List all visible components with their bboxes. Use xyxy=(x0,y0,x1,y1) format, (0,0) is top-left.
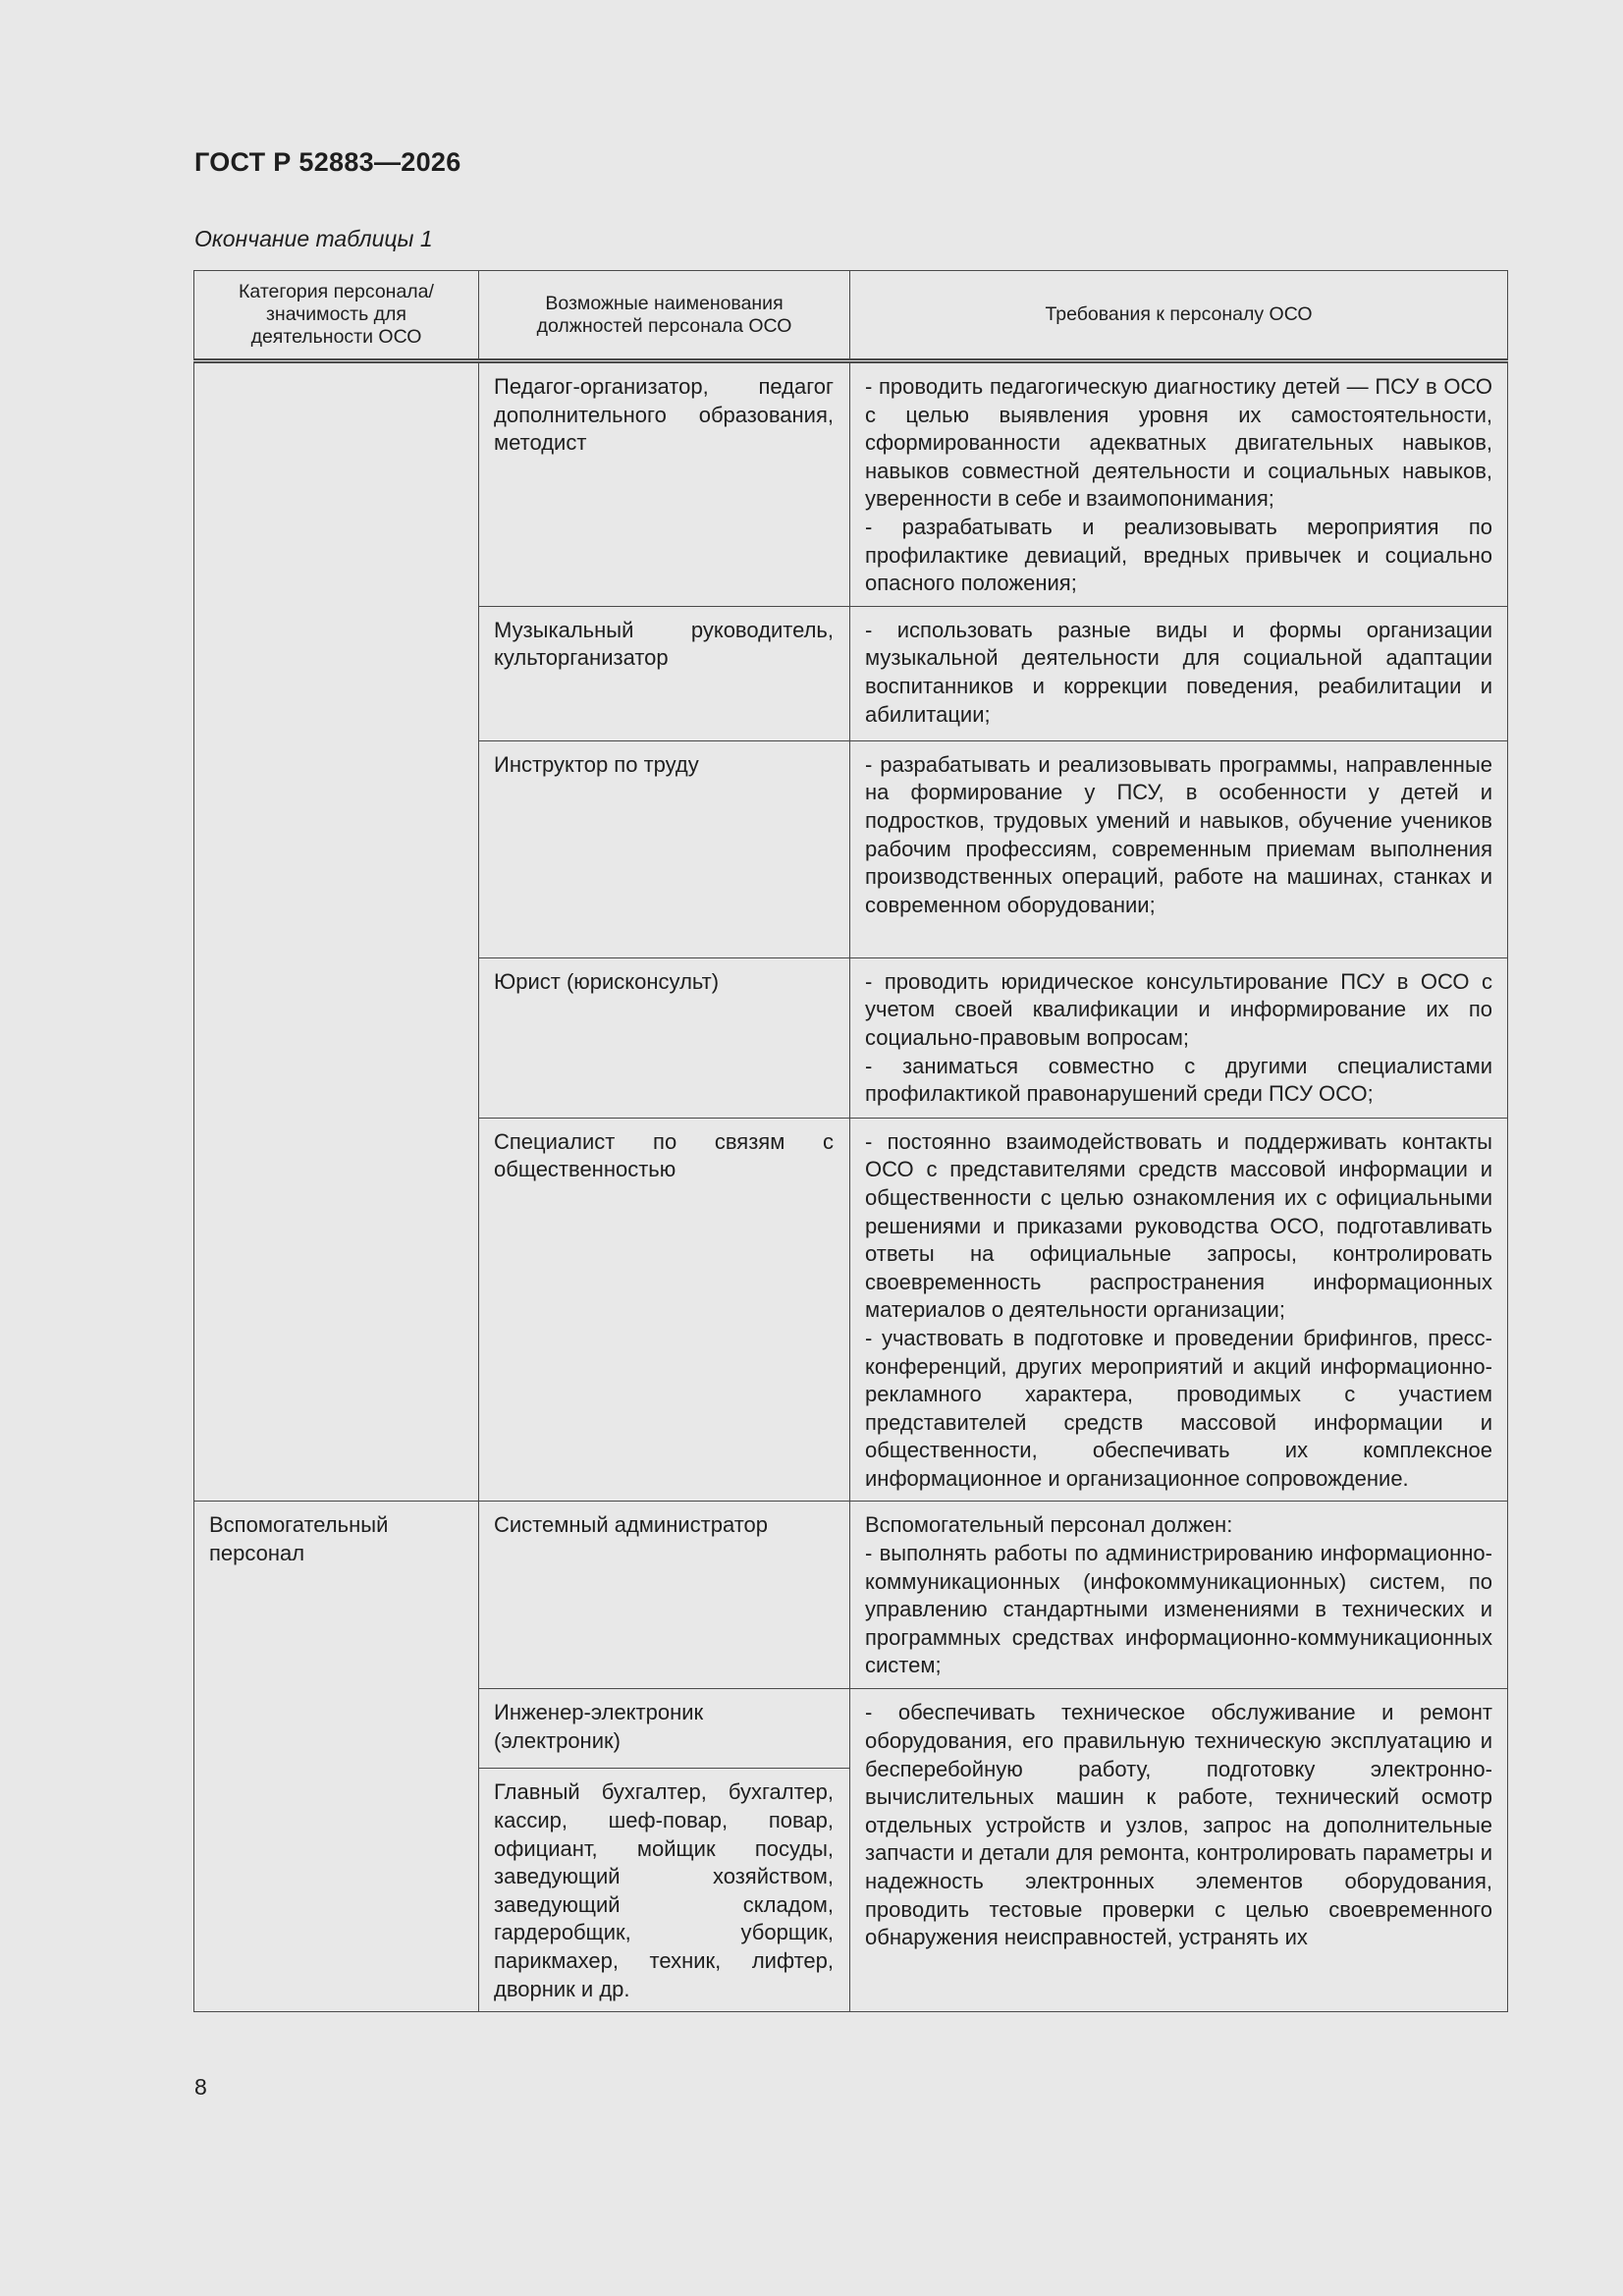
requirements-text: - проводить педагогическую диагностику детей — ПСУ в ОСО с целью выявления уровня их самостоятельности, сформированности адекватных двигательных навыков, навыков совместной деятельности и социальных навыков, уверенности в себе и взаимопонимания; - разрабатывать и реализовывать мероприятия по профилактике девиаций, вредных привычек и социально опасного положения; xyxy=(865,374,1492,596)
requirements-cell xyxy=(850,1118,1508,1502)
position-cell xyxy=(479,606,850,740)
requirements-cell xyxy=(850,1689,1508,2012)
column-header-category-text: Категория персонала/ значимость для деятельности ОСО xyxy=(239,281,434,348)
requirements-cell xyxy=(850,740,1508,957)
column-header-position-text: Возможные наименования должностей персонала ОСО xyxy=(536,292,792,337)
column-header-position xyxy=(479,271,850,361)
position-cell xyxy=(479,740,850,957)
position-text: Музыкальный руководитель, культорганизатор xyxy=(494,617,834,671)
table-caption: Окончание таблицы 1 xyxy=(194,226,433,251)
position-cell xyxy=(479,1502,850,1689)
position-text: Инженер-электроник (электроник) xyxy=(494,1700,704,1754)
position-text: Инструктор по труду xyxy=(494,751,699,777)
position-cell xyxy=(479,361,850,607)
category-cell-empty xyxy=(194,361,479,1502)
requirements-text: - использовать разные виды и формы организации музыкальной деятельности для социальной адаптации воспитанников и коррекции поведения, реабилитации и абилитации; xyxy=(865,617,1492,727)
position-cell xyxy=(479,957,850,1118)
column-header-requirements xyxy=(850,271,1508,361)
position-cell xyxy=(479,1689,850,1769)
requirements-table-container xyxy=(193,270,1508,2012)
requirements-text: - разрабатывать и реализовывать программы, направленные на формирование у ПСУ, в особенности у детей и подростков, трудовых умений и навыков, обучение учеников рабочим профессиям, современным приемам выполнения производственных операций, работе на машинах, станках и современном оборудовании; xyxy=(865,751,1492,917)
table-row xyxy=(194,1502,1508,1689)
column-header-category xyxy=(194,271,479,361)
requirements-text: - обеспечивать техническое обслуживание и ремонт оборудования, его правильную техническую эксплуатацию и бесперебойную работу, подготовку электронно-вычислительных машин к работе, технический осмотр отдельных устройств и узлов, запрос на дополнительные запчасти и детали для ремонта, контролировать параметры и надежность электронных элементов оборудования, проводить тестовые проверки с целью своевременного обнаружения неисправностей, устранять их xyxy=(865,1700,1492,1950)
requirements-text: - проводить юридическое консультирование ПСУ в ОСО с учетом своей квалификации и информирование их по социально-правовым вопросам; - заниматься совместно с другими специалистами профилактикой правонарушений среди ПСУ ОСО; xyxy=(865,968,1492,1107)
column-header-requirements-text: Требования к персоналу ОСО xyxy=(1045,303,1313,325)
position-text: Педагог-организатор, педагог дополнительного образования, методист xyxy=(494,374,834,456)
requirements-text: Вспомогательный персонал должен: - выполнять работы по администрированию информационно-коммуникационных (инфокоммуникационных) систем, по управлению стандартными изменениями в технических и программных средствах информационно-коммуникационных систем; xyxy=(865,1512,1492,1678)
requirements-cell xyxy=(850,1502,1508,1689)
position-cell xyxy=(479,1118,850,1502)
position-text: Специалист по связям с общественностью xyxy=(494,1128,834,1182)
requirements-cell xyxy=(850,606,1508,740)
requirements-text: - постоянно взаимодействовать и поддерживать контакты ОСО с представителями средств массовой информации и общественности с целью ознакомления их с официальными решениями и приказами руководства ОСО, подготавливать ответы на официальные запросы, контролировать своевременность распространения информационных материалов о деятельности организации; - участвовать в подготовке и проведении брифингов, пресс-конференций, других мероприятий и акций информационно-рекламного характера, проводимых с участием представителей средств массовой информации и общественности, обеспечивать их комплексное информационное и организационное сопровождение. xyxy=(865,1128,1492,1491)
personnel-requirements-table xyxy=(193,270,1508,2012)
category-text: Вспомогательный персонал xyxy=(209,1512,389,1566)
position-text: Системный администратор xyxy=(494,1512,769,1538)
category-cell-auxiliary xyxy=(194,1502,479,2012)
table-row xyxy=(194,361,1508,607)
table-header-row xyxy=(194,271,1508,361)
position-cell xyxy=(479,1769,850,2012)
position-text: Юрист (юрисконсульт) xyxy=(494,968,720,994)
position-text: Главный бухгалтер, бухгалтер, кассир, шеф-повар, повар, официант, мойщик посуды, заведующий хозяйством, заведующий складом, гардеробщик, уборщик, парикмахер, техник, лифтер, дворник и др. xyxy=(494,1779,834,2001)
requirements-cell xyxy=(850,957,1508,1118)
requirements-cell xyxy=(850,361,1508,607)
document-code: ГОСТ Р 52883—2026 xyxy=(194,147,461,177)
page-number: 8 xyxy=(194,2074,207,2100)
